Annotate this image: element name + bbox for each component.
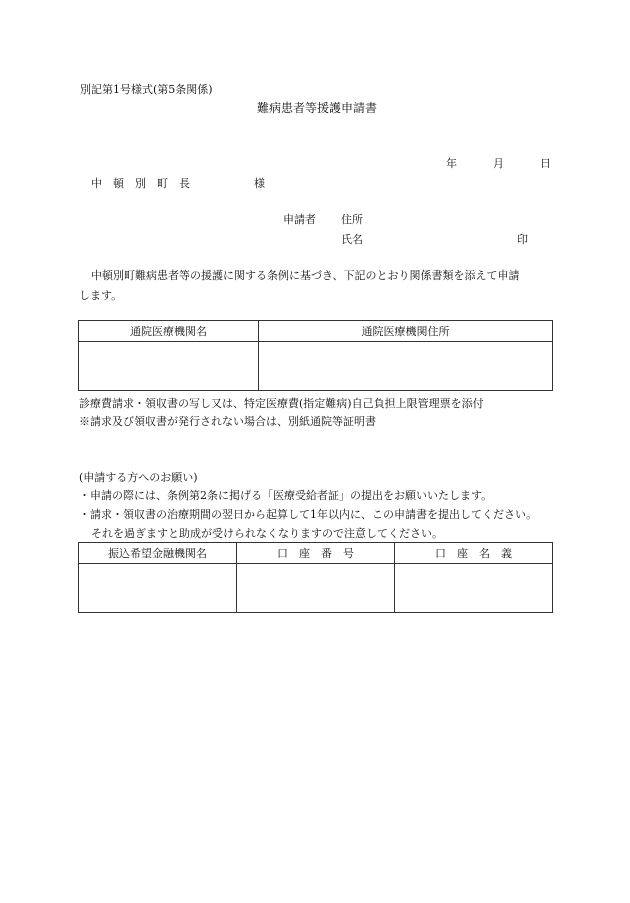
clinic-table	[78, 320, 553, 391]
date-year-label: 年	[446, 157, 457, 170]
table-row	[79, 564, 553, 613]
page-title: 難病患者等援護申請書	[257, 101, 378, 115]
request-heading: (申請する方へのお願い)	[79, 471, 198, 484]
applicant-label: 申請者	[283, 213, 316, 226]
account-holder-cell[interactable]	[395, 564, 553, 613]
applicant-address-label: 住所	[341, 213, 363, 226]
addressee-name: 中 頓 別 町 長	[91, 177, 190, 190]
table-row	[79, 342, 553, 391]
date-day-label: 日	[540, 157, 551, 170]
column-header-account-holder: 口 座 名 義	[395, 543, 553, 564]
bank-table-header-row	[79, 543, 553, 564]
date-month-label: 月	[493, 157, 504, 170]
column-header-clinic-name: 通院医療機関名	[79, 321, 259, 342]
account-number-cell[interactable]	[237, 564, 395, 613]
clinic-table-header-row	[79, 321, 553, 342]
bank-table	[78, 542, 553, 613]
body-text-line2: します。	[79, 289, 123, 302]
column-header-clinic-address: 通院医療機関住所	[259, 321, 553, 342]
attachment-note: 診療費請求・領収書の写し又は、特定医療費(指定難病)自己負担上限管理票を添付	[79, 397, 484, 410]
applicant-name-label: 氏名	[341, 233, 363, 246]
form-number: 別記第1号様式(第5条関係)	[80, 83, 213, 96]
seal-label: 印	[517, 233, 528, 246]
column-header-bank-name: 振込希望金融機関名	[79, 543, 237, 564]
clinic-name-cell[interactable]	[79, 342, 259, 391]
bank-name-cell[interactable]	[79, 564, 237, 613]
request-item-2: ・請求・領収書の治療期間の翌日から起算して1年以内に、この申請書を提出してください。	[79, 508, 537, 521]
clinic-address-cell[interactable]	[259, 342, 553, 391]
body-text-line1: 中頓別町難病患者等の援護に関する条例に基づき、下記のとおり関係書類を添えて申請	[91, 269, 520, 282]
column-header-account-number: 口 座 番 号	[237, 543, 395, 564]
request-item-1: ・申請の際には、条例第2条に掲げる「医療受給者証」の提出をお願いいたします。	[79, 489, 493, 502]
request-item-3: それを過ぎますと助成が受けられなくなりますので注意してください。	[91, 527, 443, 540]
certificate-note: ※請求及び領収書が発行されない場合は、別紙通院等証明書	[79, 415, 376, 428]
addressee-honorific: 様	[254, 177, 265, 190]
